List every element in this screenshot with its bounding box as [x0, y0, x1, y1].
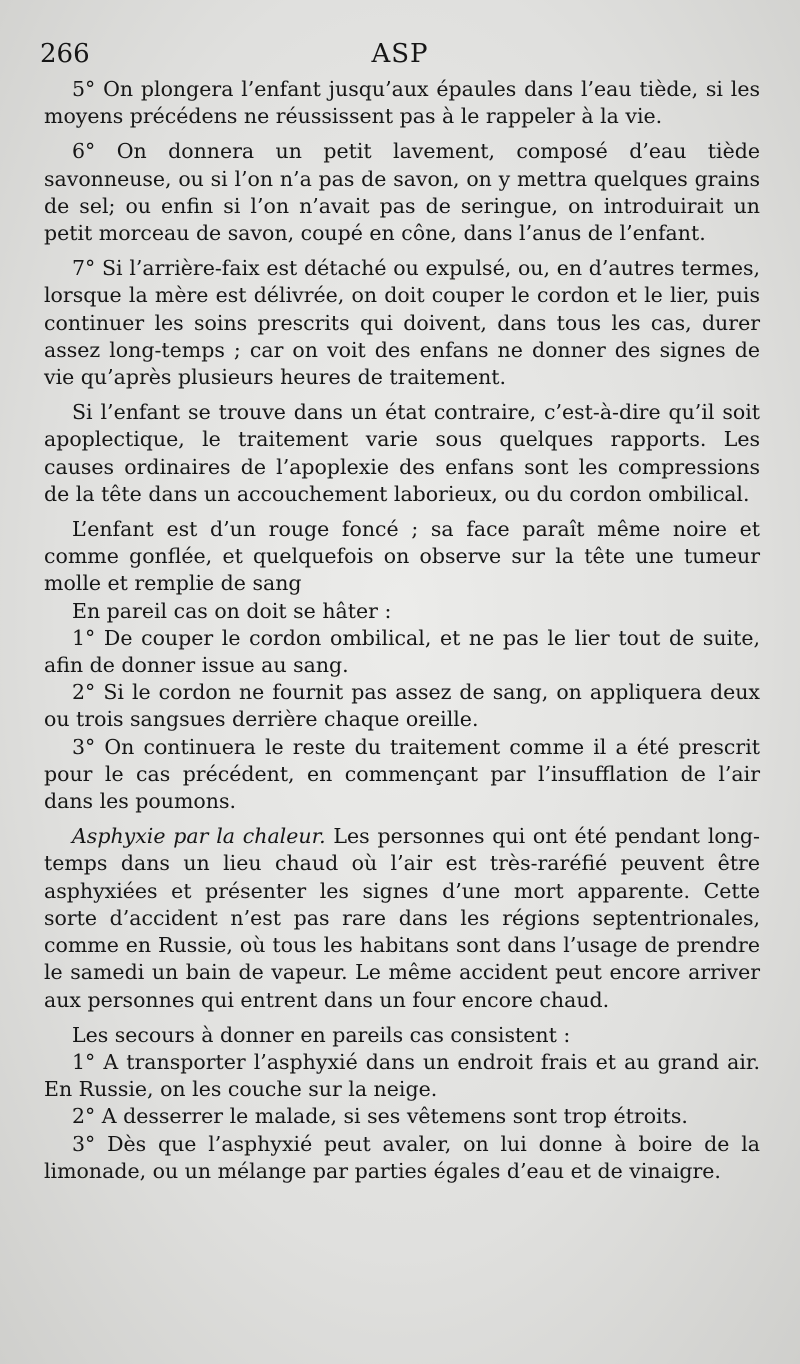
heat-asphyxia-text: Les personnes qui ont été pendant long-temps dans un lieu chaud où l’air est très-raréfié peuvent être asphyxiées et présenter les signes d’une mort apparente. Cette sorte d’accident n’est pas rare dans les régions septentrionales, comme en Russie, où tous les habitans sont dans l’usage de prendre le samedi un bain de vapeur. Le même accident peut encore arriver aux personnes qui entrent dans un four encore chaud. [44, 824, 760, 1012]
paragraph-aid-1: 1° A transporter l’asphyxié dans un endroit frais et au grand air. En Russie, on les couche sur la neige. [44, 1049, 760, 1102]
paragraph-step-7: 7° Si l’arrière-faix est détaché ou expulsé, ou, en d’autres termes, lorsque la mère est délivrée, on doit couper le cordon et le lier, puis continuer les soins prescrits qui doivent, dans tous les cas, durer assez long-temps ; car on voit des enfans ne donner des signes de vie qu’après plusieurs heures de traitement. [44, 256, 760, 390]
paragraph-treatment-3: 3° On continuera le reste du traitement comme il a été prescrit pour le cas précédent, en commençant par l’insufflation de l’air dans les poumons. [44, 734, 760, 814]
page-header [40, 36, 760, 72]
paragraph-step-6: 6° On donnera un petit lavement, composé d’eau tiède savonneuse, ou si l’on n’a pas de savon, on y mettra quelques grains de sel; ou enfin si l’on n’avait pas de seringue, on introduirait un petit morceau de savon, coupé en cône, dans l’anus de l’enfant. [44, 139, 760, 246]
paragraph-aid-3: 3° Dès que l’asphyxié peut avaler, on lui donne à boire de la limonade, ou un mélange par parties égales d’eau et de vinaigre. [44, 1131, 760, 1183]
paragraph-apoplectic: Si l’enfant se trouve dans un état contraire, c’est-à-dire qu’il soit apoplectique, le traitement varie sous quelques rapports. Les causes ordinaires de l’apoplexie des enfans sont les compressions de la tête dans un accouchement laborieux, ou du cordon ombilical. [44, 400, 760, 506]
paragraph-aid-intro: Les secours à donner en pareils cas consistent : [72, 1022, 571, 1047]
paragraph-treatment-1: 1° De couper le cordon ombilical, et ne pas le lier tout de suite, afin de donner issue au sang. [44, 625, 760, 678]
paragraph-symptoms: L’enfant est d’un rouge foncé ; sa face paraît même noire et comme gonflée, et quelquefois on observe sur la tête une tumeur molle et remplie de sang [44, 517, 760, 596]
running-head: ASP [371, 39, 429, 69]
paragraph-urgency: En pareil cas on doit se hâter : [72, 598, 392, 623]
page-number: 266 [40, 39, 90, 69]
body-text [44, 76, 760, 1185]
paragraph-step-5: 5° On plongera l’enfant jusqu’aux épaules dans l’eau tiède, si les moyens précédens ne réussissent pas à le rappeler à la vie. [44, 77, 760, 129]
paragraph-treatment-2: 2° Si le cordon ne fournit pas assez de sang, on appliquera deux ou trois sangsues derrière chaque oreille. [44, 680, 760, 732]
paragraph-aid-2: 2° A desserrer le malade, si ses vêtemens sont trop étroits. [72, 1104, 688, 1129]
paragraph-heat-asphyxia [44, 823, 760, 1013]
section-lead-heat-asphyxia: Asphyxie par la chaleur. [72, 824, 326, 849]
